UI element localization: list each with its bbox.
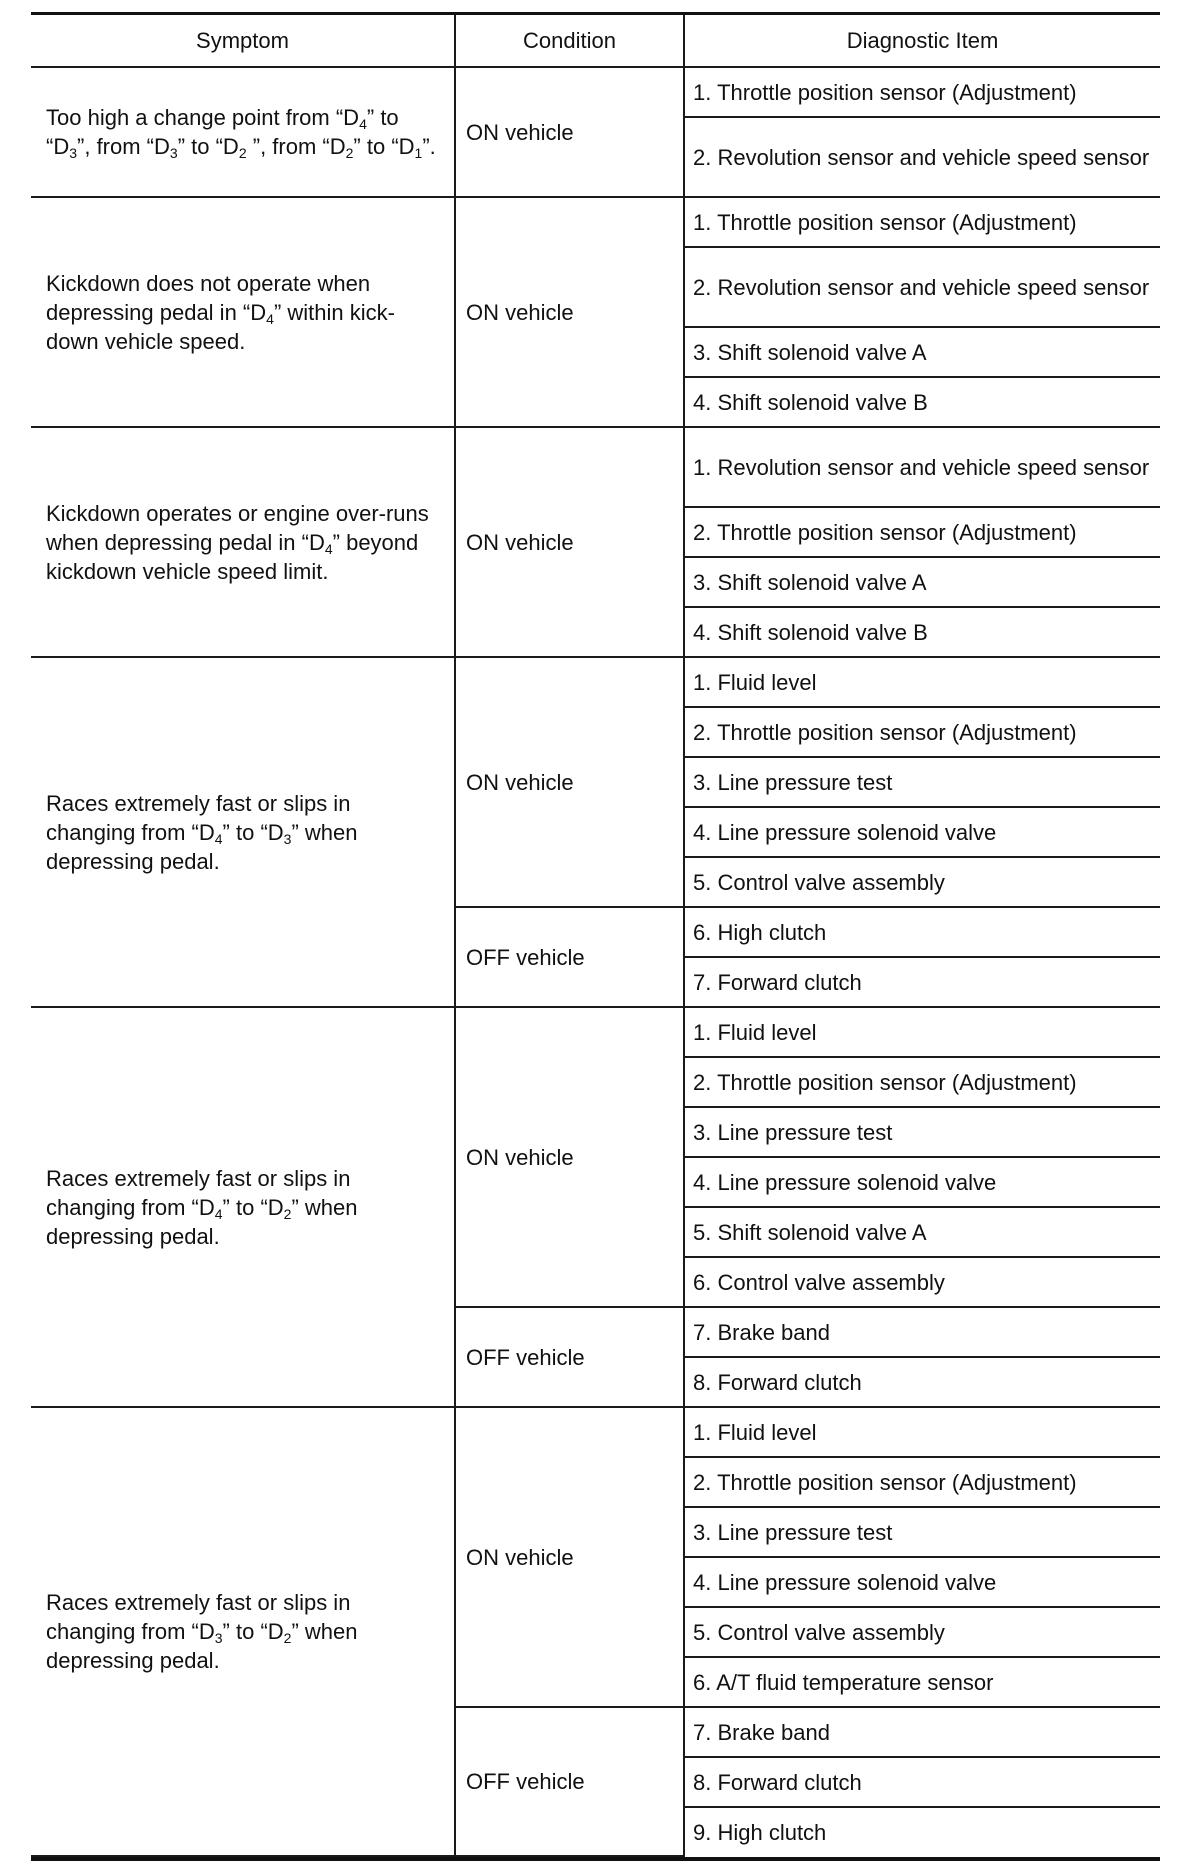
table-row [31,1007,1160,1057]
header-symptom: Symptom [31,14,455,68]
symptom-cell: Races extremely fast or slips in changing from “$D_3$” to “$D_2$” when depressing pedal. [31,1407,455,1856]
table-row [31,67,1160,117]
condition-cell: ON vehicle [455,1007,684,1307]
diagnostic-item-cell: 3. Line pressure test [684,1107,1160,1157]
table-row [31,427,1160,507]
diagnostic-item-cell: 1. Fluid level [684,1007,1160,1057]
diagnostic-item-cell: 7. Brake band [684,1307,1160,1357]
diagnostic-item-cell: 1. Revolution sensor and vehicle speed sensor [684,427,1160,507]
diagnostic-item-cell: 3. Line pressure test [684,757,1160,807]
diagnostic-item-cell: 5. Control valve assembly [684,857,1160,907]
condition-cell: ON vehicle [455,67,684,197]
header-diagnostic-item: Diagnostic Item [684,14,1160,68]
diagnostic-item-cell: 4. Shift solenoid valve B [684,377,1160,427]
diagnostic-item-cell: 2. Throttle position sensor (Adjustment) [684,1057,1160,1107]
table-row [31,1407,1160,1457]
diagnostic-table [31,12,1160,1857]
symptom-cell: Races extremely fast or slips in changing from “$D_4$” to “$D_3$” when depressing pedal. [31,657,455,1007]
diagnostic-item-cell: 2. Throttle position sensor (Adjustment) [684,707,1160,757]
condition-cell: ON vehicle [455,657,684,907]
condition-cell: ON vehicle [455,427,684,657]
diagnostic-item-cell: 4. Line pressure solenoid valve [684,807,1160,857]
symptom-cell: Too high a change point from “$D_4$” to “$D_3$”, from “$D_3$” to “$D_2$ ”, from “$D_2$” to “$D_1$”. [31,67,455,197]
diagnostic-item-cell: 1. Fluid level [684,1407,1160,1457]
table-body [31,67,1160,1856]
diagnostic-item-cell: 7. Forward clutch [684,957,1160,1007]
diagnostic-item-cell: 1. Throttle position sensor (Adjustment) [684,67,1160,117]
diagnostic-item-cell: 4. Shift solenoid valve B [684,607,1160,657]
condition-cell: OFF vehicle [455,1707,684,1856]
diagnostic-item-cell: 9. High clutch [684,1807,1160,1856]
diagnostic-item-cell: 5. Control valve assembly [684,1607,1160,1657]
bottom-rule [31,1857,1160,1861]
condition-cell: OFF vehicle [455,1307,684,1407]
diagnostic-item-cell: 3. Shift solenoid valve A [684,557,1160,607]
diagnostic-item-cell: 3. Line pressure test [684,1507,1160,1557]
diagnostic-item-cell: 7. Brake band [684,1707,1160,1757]
diagnostic-item-cell: 2. Throttle position sensor (Adjustment) [684,507,1160,557]
diagnostic-item-cell: 6. High clutch [684,907,1160,957]
header-row [31,14,1160,68]
diagnostic-item-cell: 8. Forward clutch [684,1757,1160,1807]
diagnostic-item-cell: 6. A/T fluid temperature sensor [684,1657,1160,1707]
diagnostic-item-cell: 2. Revolution sensor and vehicle speed sensor [684,247,1160,327]
diagnostic-table-sheet [31,12,1160,1861]
symptom-cell: Races extremely fast or slips in changing from “$D_4$” to “$D_2$” when depressing pedal. [31,1007,455,1407]
condition-cell: ON vehicle [455,197,684,427]
diagnostic-item-cell: 5. Shift solenoid valve A [684,1207,1160,1257]
table-row [31,657,1160,707]
symptom-cell: Kickdown operates or engine over-runs when depressing pedal in “$D_4$” beyond kickdown vehicle speed limit. [31,427,455,657]
header-condition: Condition [455,14,684,68]
diagnostic-item-cell: 8. Forward clutch [684,1357,1160,1407]
diagnostic-item-cell: 4. Line pressure solenoid valve [684,1557,1160,1607]
diagnostic-item-cell: 4. Line pressure solenoid valve [684,1157,1160,1207]
diagnostic-item-cell: 2. Throttle position sensor (Adjustment) [684,1457,1160,1507]
condition-cell: ON vehicle [455,1407,684,1707]
diagnostic-item-cell: 1. Fluid level [684,657,1160,707]
diagnostic-item-cell: 6. Control valve assembly [684,1257,1160,1307]
diagnostic-item-cell: 1. Throttle position sensor (Adjustment) [684,197,1160,247]
condition-cell: OFF vehicle [455,907,684,1007]
diagnostic-item-cell: 3. Shift solenoid valve A [684,327,1160,377]
table-row [31,197,1160,247]
diagnostic-item-cell: 2. Revolution sensor and vehicle speed sensor [684,117,1160,197]
symptom-cell: Kickdown does not operate when depressing pedal in “$D_4$” within kick-down vehicle speed. [31,197,455,427]
